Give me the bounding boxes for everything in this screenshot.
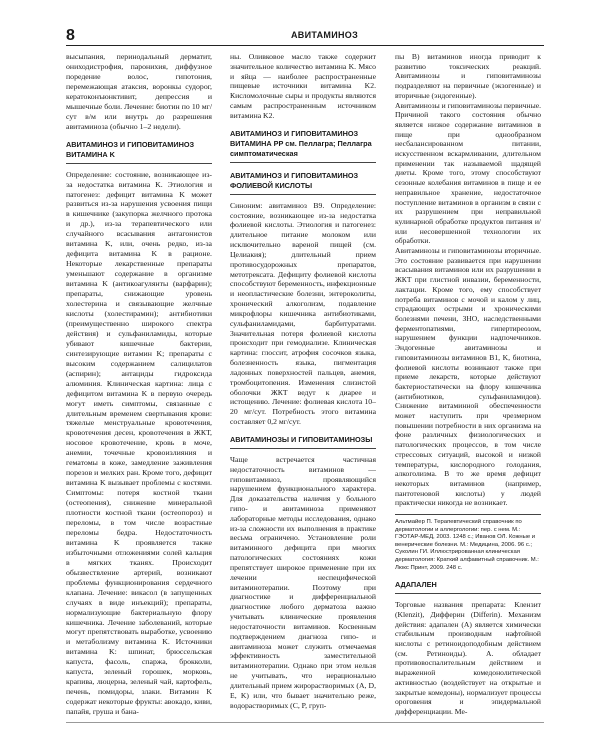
page-header [66, 27, 544, 44]
section-heading [395, 580, 541, 594]
section-heading [230, 129, 376, 163]
heading-rule [66, 163, 212, 164]
heading-rule [230, 162, 376, 163]
paragraph: Авитаминозы и гиповитаминозы вторичные. Это состояние развивается при нарушении всасывания витаминов или их разрушении в ЖКТ при глистной инвазии, беременности, лактации. Кроме того, ему способствует потреба витаминов с мочой и калом у лиц, страдающих острыми и хроническими болезнями печени, ЗНО, наследственными ферментопатиями, гипертиреозом, нарушением функции надпочечников. Эндогенные авитаминозы и гиповитаминозы витаминов B1, K, биотина, фолиевой кислоты возникают также при приеме лекарств, которые действуют бактериостатически на флору кишечника (антибиотиков, сульфаниламидов). Снижение витаминной обеспеченности может наступить при чрезмерном повышении потребности в них организма на фоне различных физиологических и патологических процессов, в том числе стрессовых ситуаций, высокой и низкой температуры, кислородного голодания, алкоголизма. В то же время дефицит некоторых витаминов (например, пантотеновой кислоты) у людей практически никогда не возникает. [395, 246, 541, 508]
paragraph: Определение: состояние, возникающее из-за недостатка витамина K. Этиология и патогенез: дефицит витамина K может развиться из-за нарушения усвоения пищи в кишечнике (закупорка желчного протока и др.), из-за терапевтического или случайного всасывания антагонистов витамина K, или, очень редко, из-за дефицита витамина K в рационе. Некоторые лекарственные препараты уменьшают содержание в организме витамина K (антикоагулянты (варфарин); препараты, снижающие уровень холестерина и связывающие желчные кислоты (холестирамин); антибиотики (преимущественно широкого спектра действия) и сульфаниламиды, которые убивают кишечные бактерии, синтезирующие витамин K; препараты с высоким содержанием салицилатов (аспирин); антациды гидроксида алюминия. Клиническая картина: лица с дефицитом витамина K в первую очередь могут иметь симптомы, связанные с длительным временем свертывания крови: тяжелые менструальные кровотечения, кровотечения десен, кровотечения в ЖКТ, носовое кровотечение, кровь в моче, анемии, точечные кровоизлияния и гематомы в коже, замедление заживления порезов и мелких ран. Кроме того, дефицит витамина K вызывает проблемы с костями. Симптомы: потеря костной ткани (остеопения), снижение минеральной плотности костной ткани (остеопороз) и переломы, в том числе возрастные переломы бедра. Недостаточность витамина K проявляется также избыточными отложениями солей кальция в мягких тканях. Происходит обызвествление артерий, возникают проблемы функционирования сердечного клапана. Лечение: викасол (в запущенных случаях в виде инъекций); препараты, нормализующие бактериальную флору кишечника. Лечение заболеваний, которые могут препятствовать выработке, усвоению и метаболизму витамина K. Источники витамина K: шпинат, брюссельская капуста, фасоль, спаржа, брокколи, капуста, зеленый горошек, морковь, крапива, люцерна, зеленый чай, картофель, печень, помидоры, злаки. Витамин K содержат некоторые фрукты: авокадо, киви, папайя, груша и бана- [66, 169, 212, 717]
heading-text: АВИТАМИНОЗ И ГИПОВИТАМИНОЗ ВИТАМИНА K [66, 139, 195, 159]
header-rule [66, 45, 544, 46]
footnote: Альтмайер П. Терапевтический справочник по дерматологии и аллергологии: пер. с нем. М.: ГЭОТАР-МЕД, 2003. 1248 с.; Иванов ОЛ. Кожные и венерические болезни. М.: Медицина, 2006. 96 с.; Суколин ГИ. Иллюстрированная клиническая дерматология: Краткий алфавитный справочник. М.: Люкс Принт, 2009. 248 с. [395, 519, 539, 571]
column-1 [66, 52, 212, 717]
heading-rule [230, 448, 376, 449]
column-3 [395, 52, 541, 717]
heading-text: АВИТАМИНОЗ И ГИПОВИТАМИНОЗ ФОЛИЕВОЙ КИСЛОТЫ [230, 170, 359, 190]
heading-text: АДАПАЛЕН [395, 580, 437, 590]
paragraph: ны. Оливковое масло также содержит значительное количество витамина K. Мясо и яйца — наиболее распространенные пищевые источники витамина K2. Кисломолочные сыры и продукты являются самым распространенным источником витамина K2. [230, 52, 376, 120]
heading-rule [395, 593, 541, 594]
paragraph: Синоним: авитаминоз B9. Определение: состояние, возникающее из-за недостатка фолиевой кислоты. Этиология и патогенез: длительное питание молоком или исключительно вареной пищей (см. Целиакия); длительный прием противосудорожных препаратов, метотрексата. Дефициту фолиевой кислоты способствуют беременность, инфекционные и неопластические болезни, энтероколиты, хронический алкоголизм, подавление микрофлоры кишечника антибиотиками, сульфаниламидами, барбитуратами. Значительная потеря фолиевой кислоты происходит при гемодиализе. Клиническая картина: глоссит, атрофия сосочков языка, болезненность языка, пигментация ладонных поверхностей пальцев, анемия, тромбоцитопения. Изменения слизистой оболочки ЖКТ ведут к диарее и истощению. Лечение: фолиевая кислота 10–20 мг/сут. Потребность этого витамина составляет 0,2 мг/сут. [230, 200, 377, 427]
section-heading [230, 435, 376, 449]
bottom-rule [66, 722, 544, 723]
paragraph: Торговые названия препарата: Клензит (Klenzit), Дифферин (Differin). Механизм действия: адапален (А) является химически стабильным производным нафтойной кислоты с ретиноидоподобным действием (см. Ретиноиды). A. обладает противовоспалительным действием и выраженной комедонолитической активностью (воздействует на открытые и закрытые комедоны), нормализует процессы ороговения и эпидермальной дифференциации. Ме- [395, 600, 541, 716]
footnote-rule [395, 514, 541, 515]
heading-rule [230, 194, 376, 195]
paragraph: Авитаминозы и гиповитаминозы первичные. Причиной такого состояния обычно является низкое содержание витаминов в пище при однообразном несбалансированном питании, искусственном вскармливании, длительном применении так называемой щадящей диеты. Кроме того, этому способствуют сезонные колебания витаминов в пище и ее неправильное хранение, недостаточное поступление витаминов в организм в связи с их разрушением при неправильной кулинарной обработке продуктов питания и/или несовершенной технологии их обработки. [395, 100, 541, 246]
section-heading [230, 171, 376, 195]
paragraph: высыпания, перинодальный дерматит, ониходистрофия, паронихия, диффузное поредение волос, гипотония, перемежающая атаксия, воронкы судорог, кератоконъюнктивит, депрессия и мышечные боли. Лечение: биотин по 10 мг/сут в/м или внутрь до разрешения авитаминоза (обычно 1–2 недели). [66, 52, 212, 131]
heading-text: АВИТАМИНОЗ И ГИПОВИТАМИНОЗ ВИТАМИНА PP см. Пеллагра; Пеллагра симптоматическая [230, 128, 372, 158]
paragraph: Чаще встречается частичная недостаточность витаминов — гиповитаминоз, проявляющийся нарушением функционального характера. Для доказательства наличия у больного гипо- и авитаминоза применяют лабораторные методы исследования, однако из-за сложности их выполнения в практике весьма ограничено. Установление роли витаминного дефицита при многих патологических состояниях кожи препятствует широкое применение при их лечении неспецифической витаминотерапии. Поэтому при диагностике и дифференциальной диагностике любого дерматоза важно учитывать клинические проявления недостаточности витаминов. Косвенным подтверждением диагноза гипо- и авитаминоза может служить отмечаемая эффективность заместительной витаминотерапии. Однако при этом нельзя не учитывать, что нерационально длительный прием жирорастворимых (A, D, E, K) или, что бывает значительно реже, водорастворимых (C, P, груп- [230, 454, 376, 710]
paragraph: пы B) витаминов иногда приводит к развитию токсических реакций. Авитаминозы и гиповитаминозы подразделяют на первичные (экзогенные) и вторичные (эндогенные). [395, 52, 541, 100]
section-heading [66, 140, 212, 164]
running-title: АВИТАМИНОЗ [291, 30, 359, 40]
column-2 [230, 52, 376, 710]
heading-text: АВИТАМИНОЗЫ И ГИПОВИТАМИНОЗЫ [230, 434, 373, 444]
page-number: 8 [66, 27, 75, 44]
